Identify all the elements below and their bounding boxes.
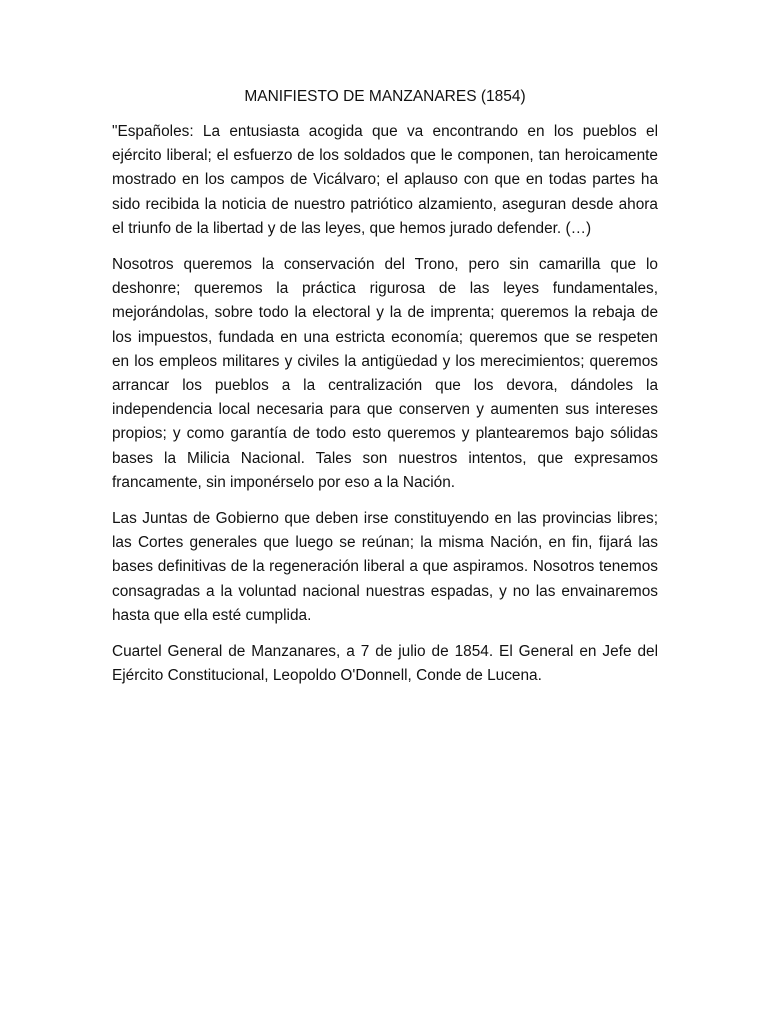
document-title: MANIFIESTO DE MANZANARES (1854) [244,88,526,105]
paragraph-juntas: Las Juntas de Gobierno que deben irse constituyendo en las provincias libres; las Cortes generales que luego se reúnan; la misma Nación, en fin, fijará las bases definitivas de la regeneración liberal a que aspiramos. Nosotros tenemos consagradas a la voluntad nacional nuestras espadas, y no las envainaremos hasta que ella esté cumplida. [112,510,658,624]
paragraph-demands: Nosotros queremos la conservación del Trono, pero sin camarilla que lo deshonre; queremos la práctica rigurosa de las leyes fundamentales, mejorándolas, sobre todo la electoral y la de imprenta; queremos la rebaja de los impuestos, fundada en una estricta economía; queremos que se respeten en los empleos militares y civiles la antigüedad y los merecimientos; queremos arrancar los pueblos a la centralización que los devora, dándoles la independencia local necesaria para que conserven y aumenten sus intereses propios; y como garantía de todo esto queremos y plantearemos bajo sólidas bases la Milicia Nacional. Tales son nuestros intentos, que expresamos francamente, sin imponérselo por eso a la Nación. [112,256,658,491]
document-page [112,86,658,700]
paragraph-intro: "Españoles: La entusiasta acogida que va encontrando en los pueblos el ejército liberal; el esfuerzo de los soldados que le componen, tan heroicamente mostrado en los campos de Vicálvaro; el aplauso con que en todas partes ha sido recibida la noticia de nuestro patriótico alzamiento, aseguran desde ahora el triunfo de la libertad y de las leyes, que hemos jurado defender. (…) [112,123,658,237]
paragraph-signature: Cuartel General de Manzanares, a 7 de julio de 1854. El General en Jefe del Ejército Constitucional, Leopoldo O'Donnell, Conde de Lucena. [112,643,658,685]
